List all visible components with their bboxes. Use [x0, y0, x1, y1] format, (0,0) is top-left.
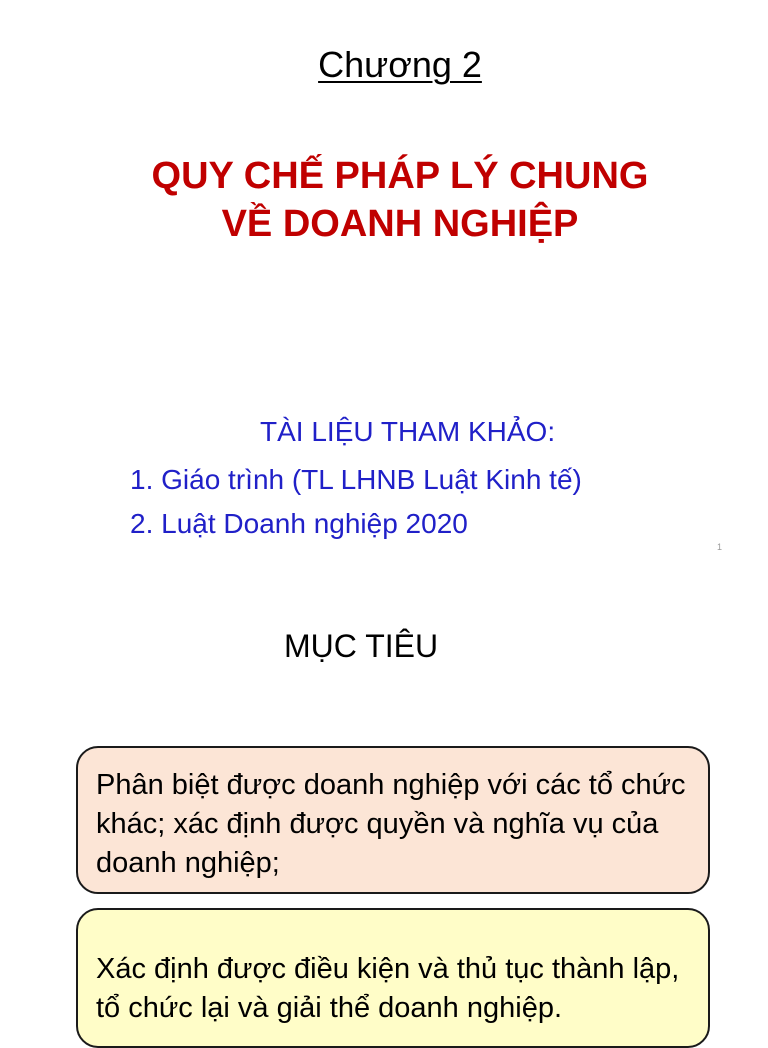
objectives-heading: MỤC TIÊU	[284, 628, 439, 664]
reference-item-1: 1. Giáo trình (TL LHNB Luật Kinh tế)	[130, 464, 582, 495]
references-heading: TÀI LIỆU THAM KHẢO:	[260, 416, 556, 447]
objective-text-1: Phân biệt được doanh nghiệp với các tổ chức khác; xác định được quyền và nghĩa vụ của doanh nghiệp;	[96, 769, 686, 879]
page-number-mark: 1	[717, 542, 723, 552]
title-line-2: VỀ DOANH NGHIỆP	[221, 203, 579, 245]
references-list	[130, 458, 582, 546]
title-line-1: QUY CHẾ PHÁP LÝ CHUNG	[151, 155, 649, 197]
chapter-label: Chương 2	[318, 44, 482, 85]
page-title	[0, 152, 768, 248]
objective-text-2: Xác định được điều kiện và thủ tục thành lập, tổ chức lại và giải thể doanh nghiệp.	[96, 953, 680, 1024]
objective-box-1	[76, 746, 710, 894]
objective-box-2	[76, 908, 710, 1048]
reference-item-2: 2. Luật Doanh nghiệp 2020	[130, 508, 468, 539]
